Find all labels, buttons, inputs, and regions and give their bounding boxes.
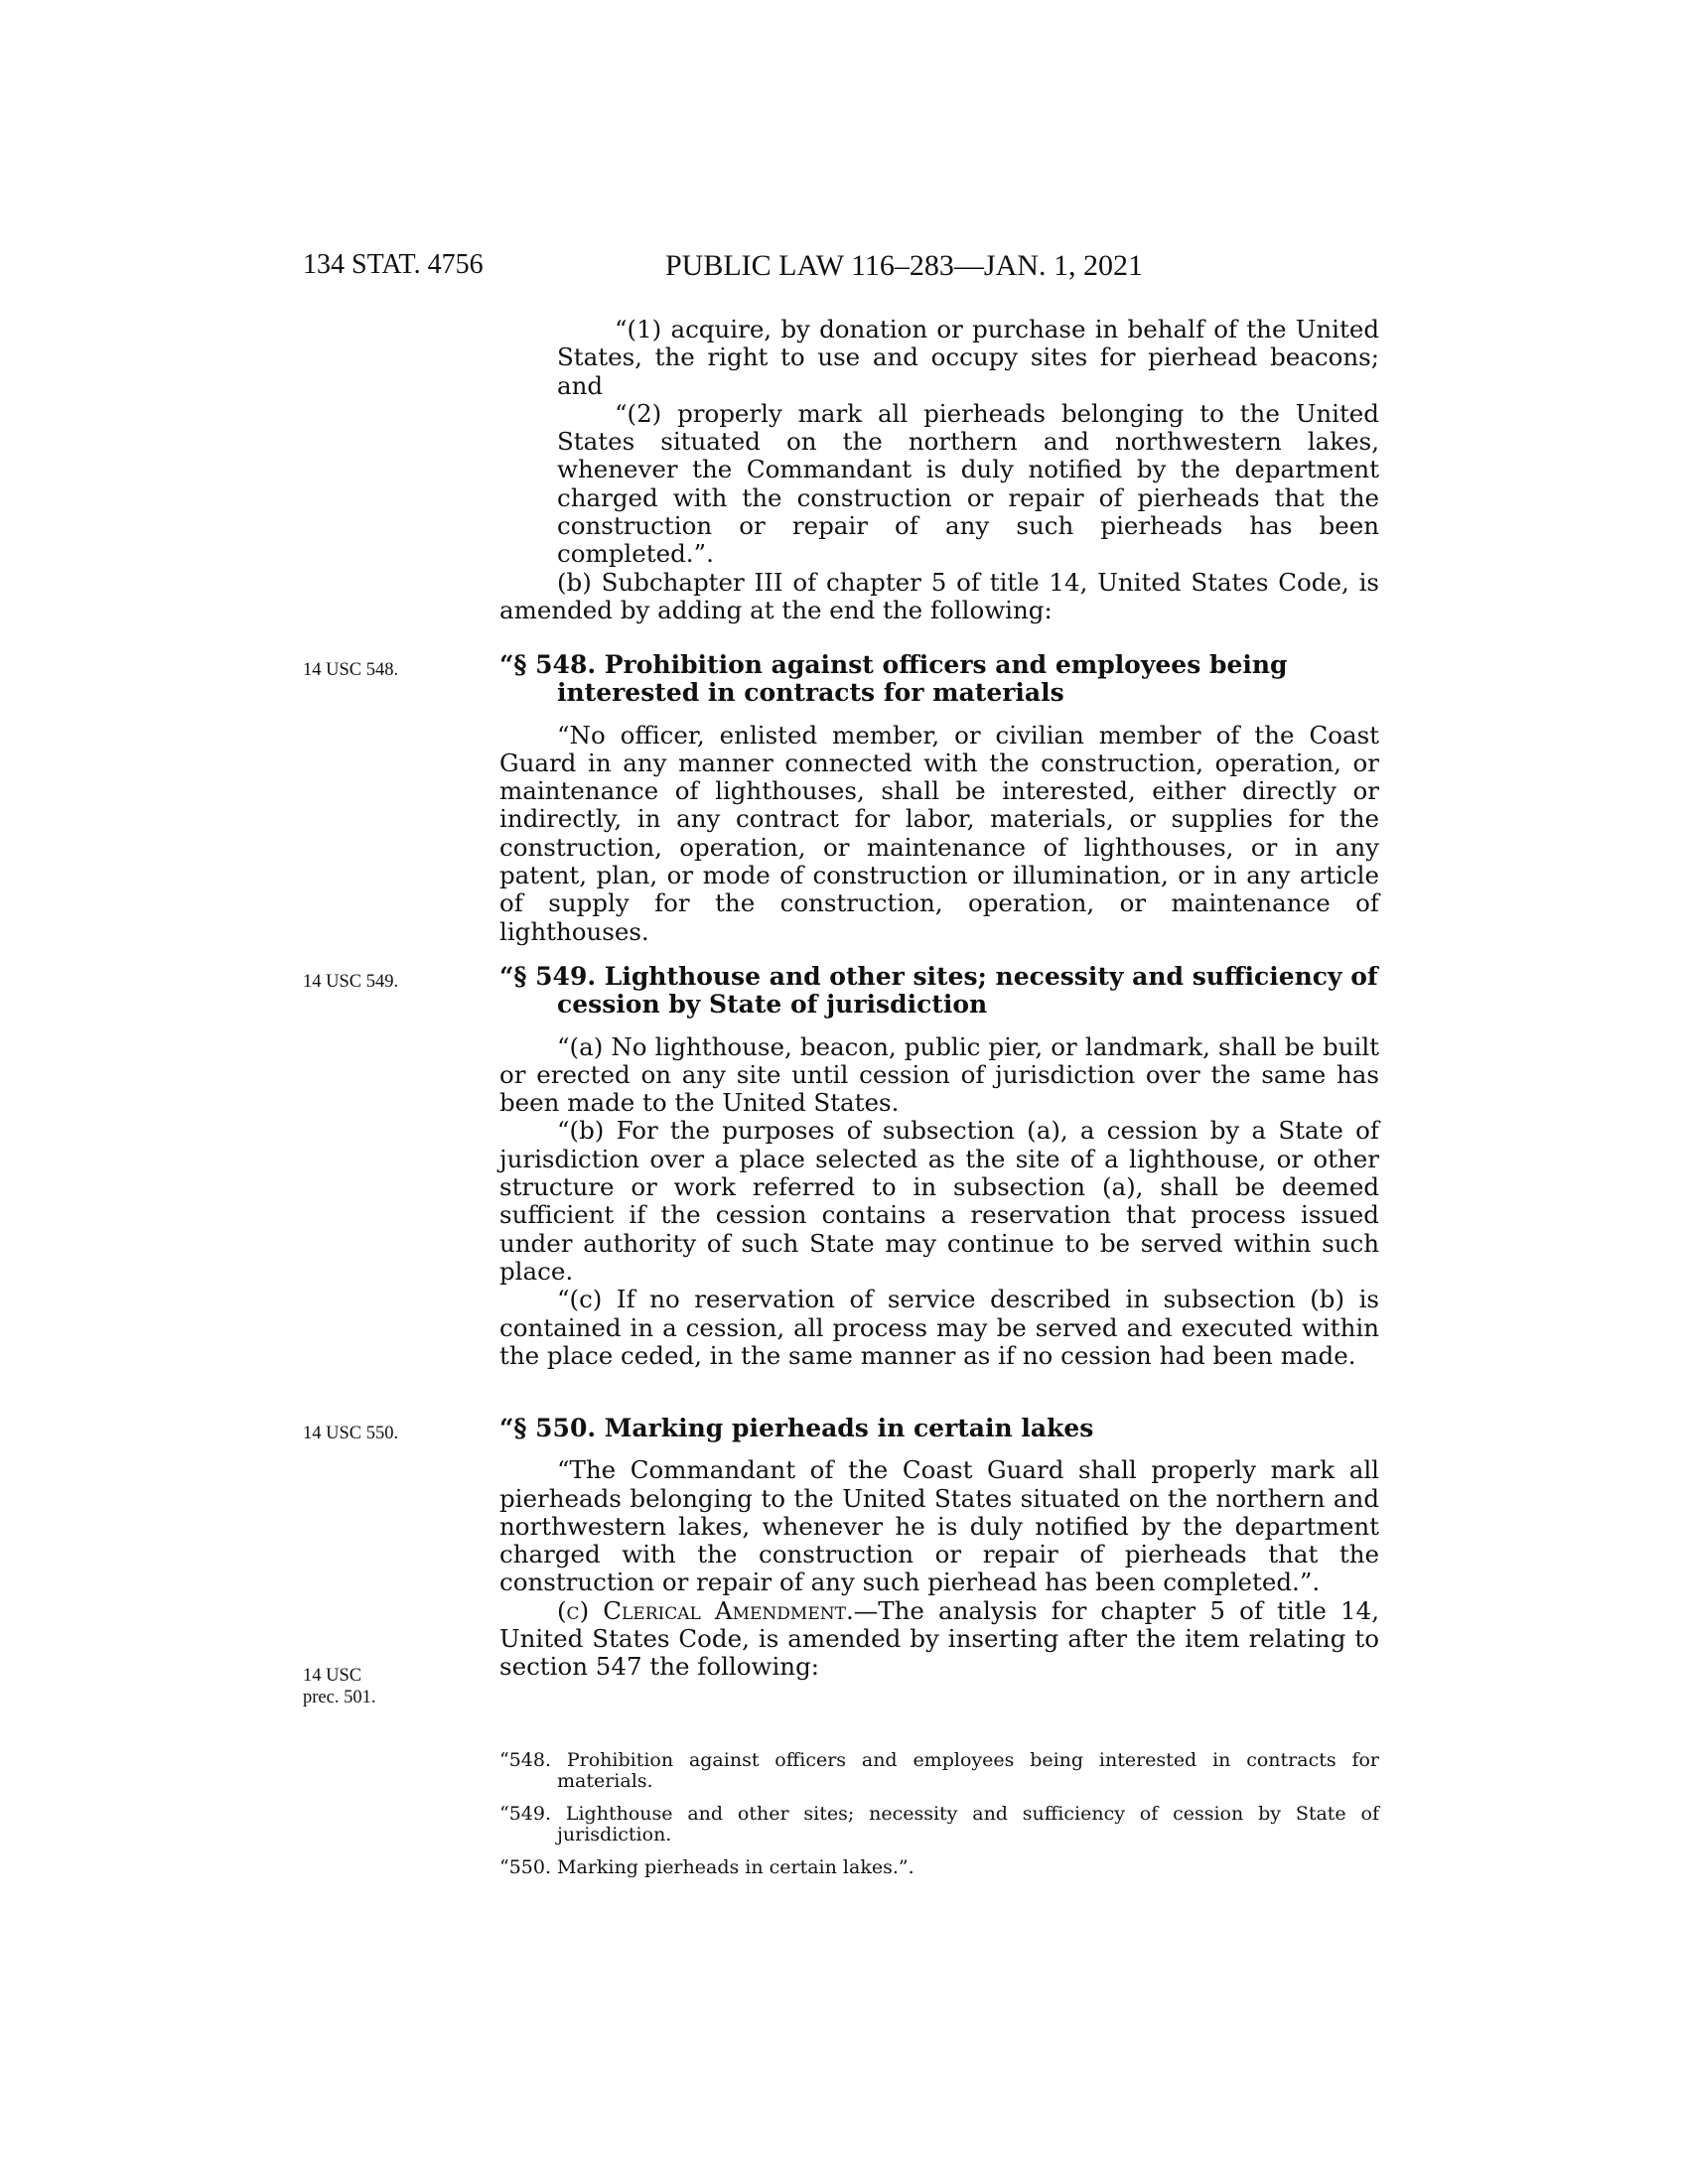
intro-block [499, 316, 1379, 624]
section-549 [499, 963, 1379, 1370]
clerical-text: —The analysis for chapter 5 of title 14, United States Code, is amended by inserting after the item relating to section 547 the following: [499, 1595, 1379, 1682]
margin-note-548: 14 USC 548. [303, 660, 399, 680]
section-550 [499, 1415, 1379, 1682]
analysis-items [499, 1750, 1379, 1890]
section-549-b: “(b) For the purposes of subsection (a), a cession by a State of jurisdiction over a place selected as the site of a lighthouse, or other structure or work referred to in subsection (a), shall be deemed sufficient if the cession contains a reservation that process issued under authority of such State may continue to be served within such place. [499, 1116, 1379, 1286]
section-548-heading: “§ 548. Prohibition against officers and employees being interested in contracts for materials [499, 650, 1288, 708]
paragraph-b: (b) Subchapter III of chapter 5 of title 14, United States Code, is amended by adding at the end the following: [499, 567, 1379, 624]
section-548-body: “No officer, enlisted member, or civilian member of the Coast Guard in any manner connected with the construction, operation, or maintenance of lighthouses, shall be interested, either directly or indirectly, in any contract for labor, materials, or supplies for the construction, operation, or maintenance of lighthouses, or in any patent, plan, or mode of construction or illumination, or in any article of supply for the construction, operation, or maintenance of lighthouses. [499, 720, 1379, 946]
section-549-c: “(c) If no reservation of service described in subsection (b) is contained in a cession, all process may be served and executed within the place ceded, in the same manner as if no cession had been made. [499, 1285, 1379, 1370]
margin-note-549: 14 USC 549. [303, 972, 399, 992]
page-header [0, 249, 1688, 289]
paragraph-1: “(1) acquire, by donation or purchase in behalf of the United States, the right to use and occupy sites for pierhead beacons; and [557, 315, 1379, 400]
section-550-body: “The Commandant of the Coast Guard shall properly mark all pierheads belonging to the United States situated on the northern and northwestern lakes, whenever he is duly notified by the department charged with the construction or repair of pierheads that the construction or repair of any such pierhead has been completed.”. [499, 1455, 1379, 1597]
stat-page-number: 134 STAT. 4756 [303, 249, 484, 280]
section-549-a: “(a) No lighthouse, beacon, public pier, or landmark, shall be built or erected on any site until cession of jurisdiction over the same has been made to the United States. [499, 1031, 1379, 1118]
running-title: PUBLIC LAW 116–283—JAN. 1, 2021 [665, 249, 1143, 282]
toc-item-549: “549. Lighthouse and other sites; necessity and sufficiency of cession by State of jurisdiction. [499, 1803, 1379, 1845]
paragraph-2: “(2) properly mark all pierheads belonging to the United States situated on the northern and northwestern lakes, whenever the Commandant is duly notified by the department charged with the construction or repair of pierheads that the construction or repair of any such pierheads has been completed.”. [557, 398, 1379, 569]
margin-note-prec-line1: 14 USC [303, 1666, 362, 1686]
margin-note-prec-line2: prec. 501. [303, 1688, 376, 1707]
section-548 [499, 651, 1379, 946]
section-550-heading: “§ 550. Marking pierheads in certain lakes [499, 1414, 1094, 1442]
margin-note-550: 14 USC 550. [303, 1424, 399, 1443]
margin-note-prec-501 [303, 1665, 375, 1708]
toc-item-548: “548. Prohibition against officers and employees being interested in contracts for materials. [499, 1749, 1379, 1792]
clerical-amendment [499, 1597, 1379, 1682]
section-549-heading: “§ 549. Lighthouse and other sites; necessity and sufficiency of cession by State of jurisdiction [499, 962, 1378, 1020]
clerical-label: (c) Clerical Amendment. [557, 1595, 854, 1625]
toc-item-550: “550. Marking pierheads in certain lakes.”. [499, 1856, 914, 1878]
